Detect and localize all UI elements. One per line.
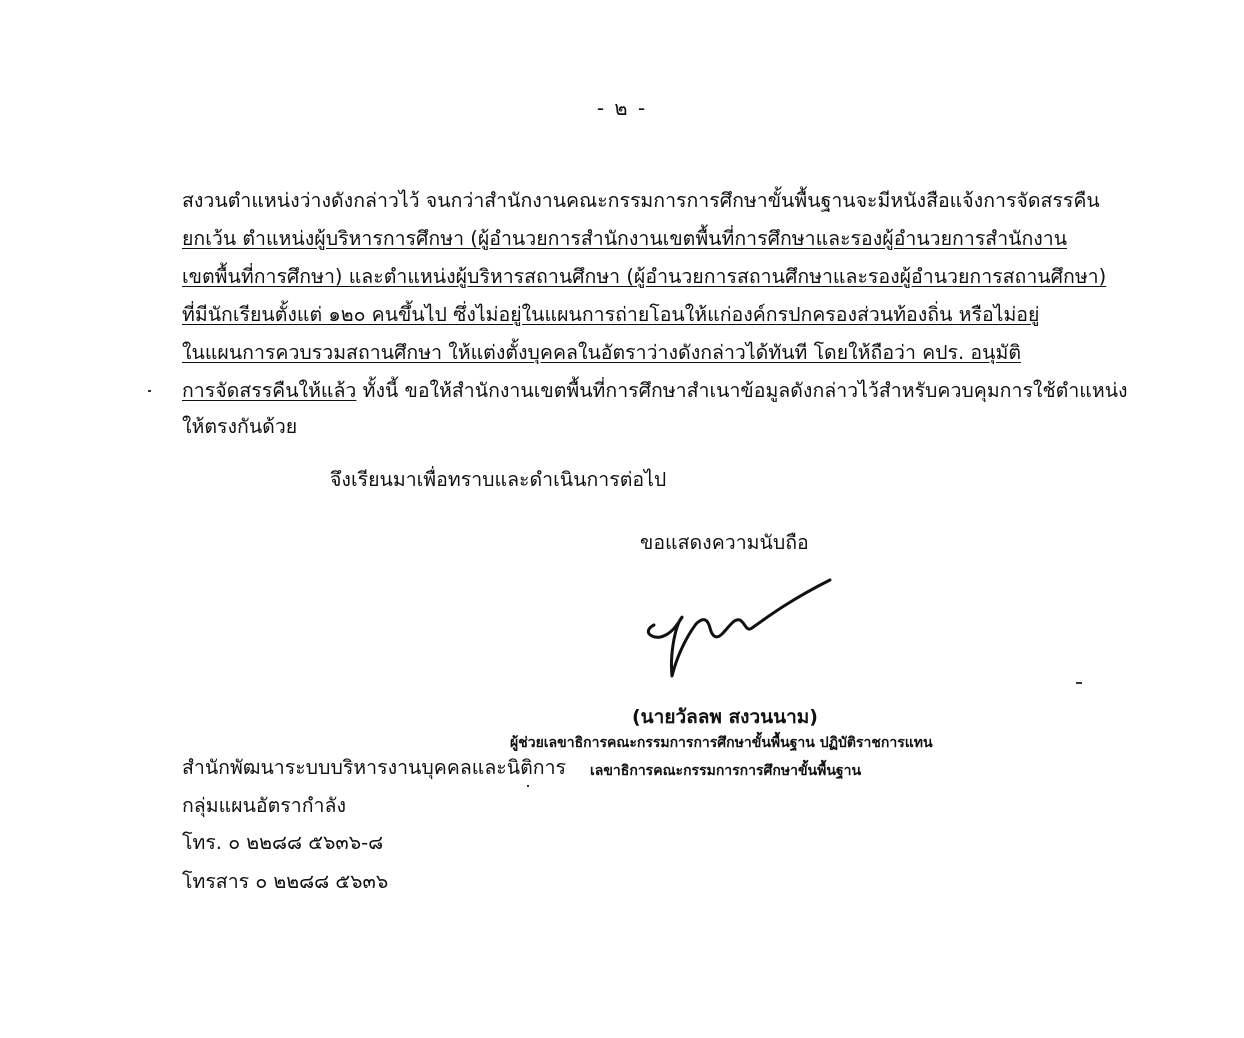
underlined-text: การจัดสรรคืนให้แล้ว — [182, 379, 357, 402]
body-line — [182, 302, 1130, 328]
signature — [640, 570, 840, 685]
body-line — [182, 226, 1130, 252]
signer-name: (นายวัลลพ สงวนนาม) — [632, 706, 818, 728]
underlined-text: ในแผนการควบรวมสถานศึกษา ให้แต่งตั้งบุคคลในอัตราว่างดังกล่าวได้ทันที โดยให้ถือว่า คปร. อนุมัติ — [182, 341, 1021, 364]
page-number: - ๒ - — [596, 96, 648, 120]
body-text: ทั้งนี้ ขอให้สำนักงานเขตพื้นที่การศึกษาสำเนาข้อมูลดังกล่าวไว้สำหรับควบคุมการใช้ตำแหน่ง — [356, 379, 1128, 402]
signer-title-line-2: เลขาธิการคณะกรรมการการศึกษาขั้นพื้นฐาน — [590, 763, 862, 779]
scan-speck — [1076, 682, 1082, 684]
scan-speck — [148, 390, 151, 392]
body-line — [182, 414, 1130, 440]
body-text: สงวนตำแหน่งว่างดังกล่าวไว้ จนกว่าสำนักงานคณะกรรมการการศึกษาขั้นพื้นฐานจะมีหนังสือแจ้งการจัดสรรคืน — [182, 189, 1100, 212]
underlined-text: ยกเว้น ตำแหน่งผู้บริหารการศึกษา (ผู้อำนวยการสำนักงานเขตพื้นที่การศึกษาและรองผู้อำนวยการสำนักงาน — [182, 227, 1068, 250]
underlined-text: เขตพื้นที่การศึกษา) และตำแหน่งผู้บริหารสถานศึกษา (ผู้อำนวยการสถานศึกษาและรองผู้อำนวยการสถานศึกษา) — [182, 265, 1107, 288]
closing-sentence: จึงเรียนมาเพื่อทราบและดำเนินการต่อไป — [330, 468, 667, 491]
regards-line: ขอแสดงความนับถือ — [640, 531, 809, 554]
body-line — [182, 340, 1130, 366]
office-name: สำนักพัฒนาระบบบริหารงานบุคคลและนิติการ — [182, 756, 567, 779]
body-line — [182, 188, 1130, 214]
signer-title-line-1: ผู้ช่วยเลขาธิการคณะกรรมการการศึกษาขั้นพื้นฐาน ปฏิบัติราชการแทน — [510, 735, 933, 751]
office-phone: โทร. ๐ ๒๒๘๘ ๕๖๓๖-๘ — [182, 831, 384, 854]
office-fax: โทรสาร ๐ ๒๒๘๘ ๕๖๓๖ — [182, 870, 389, 893]
underlined-text: ที่มีนักเรียนตั้งแต่ ๑๒๐ คนขึ้นไป ซึ่งไม่อยู่ในแผนการถ่ายโอนให้แก่องค์กรปกครองส่วนท้องถิ่น หรือไม่อยู่ — [182, 303, 1040, 326]
body-text: ให้ตรงกันด้วย — [182, 415, 298, 438]
scan-speck — [527, 785, 529, 787]
body-line — [182, 378, 1130, 404]
body-line — [182, 264, 1130, 290]
office-group: กลุ่มแผนอัตรากำลัง — [182, 794, 346, 817]
